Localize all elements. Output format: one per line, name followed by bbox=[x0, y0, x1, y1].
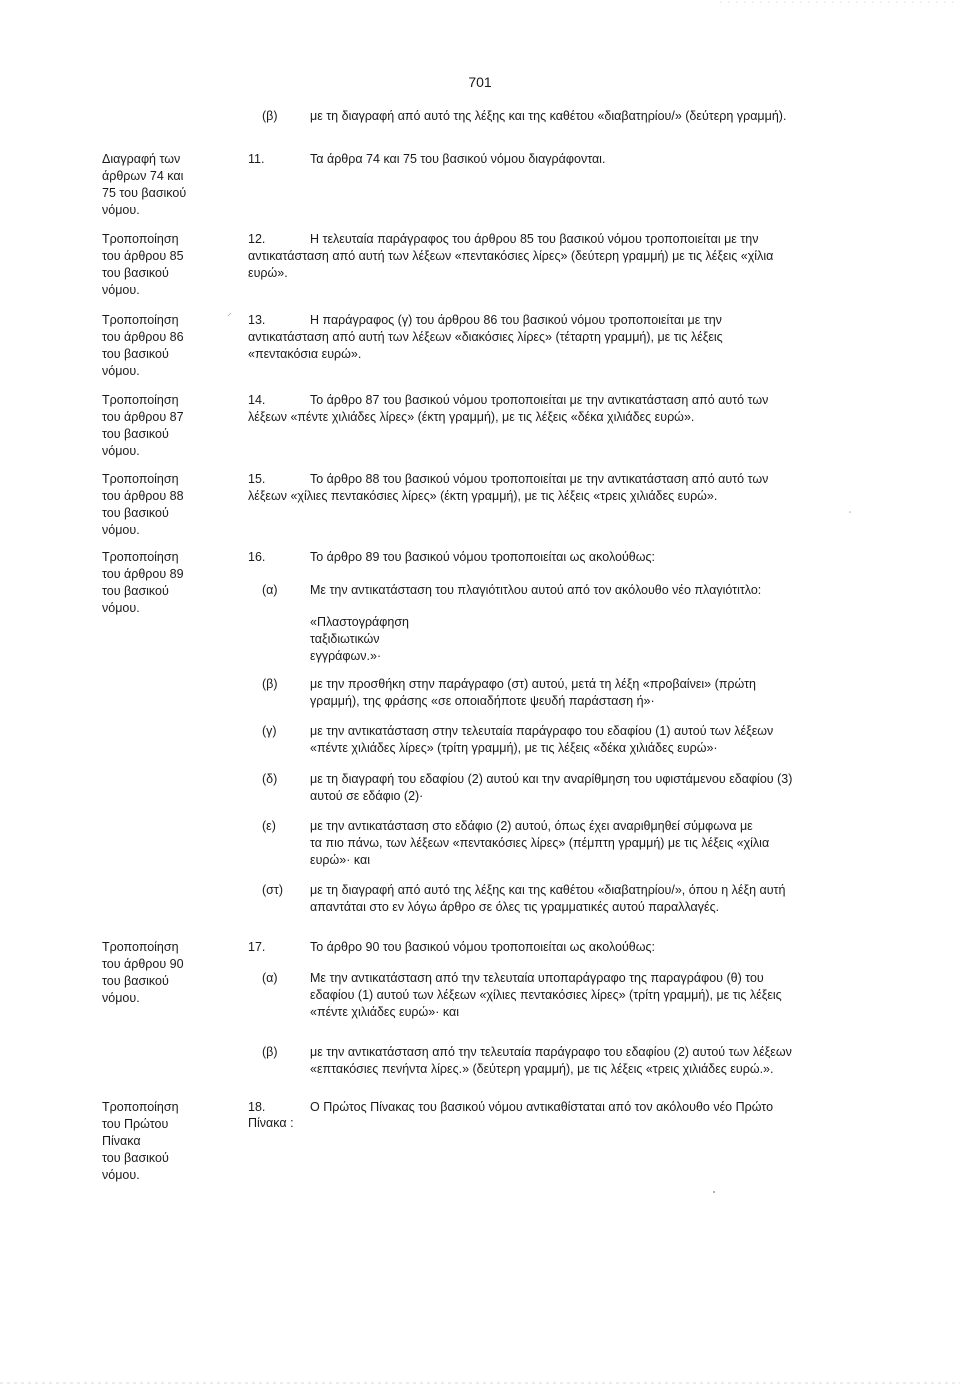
section-number: 15. bbox=[248, 472, 266, 486]
margin-note-article-85: Τροποποίηση του άρθρου 85 του βασικού νόμου. bbox=[102, 232, 184, 297]
item-text: με τη διαγραφή του εδαφίου (2) αυτού και την αναρίθμηση του υφιστάμενου εδαφίου (3) αυτού σε εδάφιο (2)· bbox=[310, 772, 793, 803]
section-text: Τα άρθρα 74 και 75 του βασικού νόμου διαγράφονται. bbox=[310, 152, 606, 166]
section-continuation: αντικατάσταση από αυτή των λέξεων «διακόσιες λίρες» (τέταρτη γραμμή), με τις λέξεις «πεντακόσια ευρώ». bbox=[248, 330, 723, 361]
section-first-line: Η παράγραφος (γ) του άρθρου 86 του βασικού νόμου τροποποιείται με την bbox=[310, 313, 722, 327]
section-continuation: αντικατάσταση από αυτή των λέξεων «πεντακόσιες λίρες» (δεύτερη γραμμή) με τις λέξεις «χίλια ευρώ». bbox=[248, 249, 774, 280]
item-text: με τη διαγραφή από αυτό της λέξης και της καθέτου «διαβατηρίου/» (δεύτερη γραμμή). bbox=[310, 109, 787, 123]
section-first-line: Το άρθρο 88 του βασικού νόμου τροποποιείται με την αντικατάσταση από αυτό των bbox=[310, 472, 769, 486]
section-number: 14. bbox=[248, 393, 266, 407]
item-label: (γ) bbox=[262, 724, 277, 738]
margin-note-article-90: Τροποποίηση του άρθρου 90 του βασικού νόμου. bbox=[102, 940, 184, 1005]
section-number: 17. bbox=[248, 940, 266, 954]
section-continuation: Πίνακα : bbox=[248, 1116, 294, 1130]
item-label: (β) bbox=[262, 677, 278, 691]
section-text: Το άρθρο 89 του βασικού νόμου τροποποιείται ως ακολούθως: bbox=[310, 550, 656, 564]
section-number: 18. bbox=[248, 1100, 266, 1114]
page-number: 701 bbox=[468, 74, 492, 90]
section-number: 13. bbox=[248, 313, 266, 327]
item-label: (στ) bbox=[262, 883, 283, 897]
item-label: (δ) bbox=[262, 772, 278, 786]
margin-note-article-87: Τροποποίηση του άρθρου 87 του βασικού νόμου. bbox=[102, 393, 184, 458]
new-marginal-title: «Πλαστογράφηση ταξιδιωτικών εγγράφων.»· bbox=[310, 615, 410, 663]
item-label: (α) bbox=[262, 971, 278, 985]
item-text: Με την αντικατάσταση του πλαγιότιτλου αυτού από τον ακόλουθο νέο πλαγιότιτλο: bbox=[310, 583, 762, 597]
item-label: (β) bbox=[262, 109, 278, 123]
margin-note-articles-74-75: Διαγραφή των άρθρων 74 και 75 του βασικού νόμου. bbox=[102, 152, 187, 217]
margin-note-first-table: Τροποποίηση του Πρώτου Πίνακα του βασικού νόμου. bbox=[102, 1100, 179, 1182]
item-label: (α) bbox=[262, 583, 278, 597]
item-text: με την αντικατάσταση στο εδάφιο (2) αυτού, όπως έχει αναριθμηθεί σύμφωνα με τα πιο πάνω, των λέξεων «πεντακόσιες λίρες» (πέμπτη γραμμή) με τις λέξεις «χίλια ευρώ»· και bbox=[310, 819, 770, 867]
item-label: (β) bbox=[262, 1045, 278, 1059]
section-number: 11. bbox=[248, 152, 265, 166]
margin-note-article-86: Τροποποίηση του άρθρου 86 του βασικού νόμου. bbox=[102, 313, 184, 378]
item-text: με τη διαγραφή από αυτό της λέξης και της καθέτου «διαβατηρίου/», όπου η λέξη αυτή απαντάται στο εν λόγω άρθρο σε όλες τις γραμματικές αυτού παραλλαγές. bbox=[310, 883, 786, 914]
item-text: Με την αντικατάσταση από την τελευταία υποπαράγραφο της παραγράφου (θ) του εδαφίου (1) αυτού των λέξεων «χίλιες πεντακόσιες λίρες» (τρίτη γραμμή), με τις λέξεις «πέντε χιλιάδες ευρώ»· και bbox=[310, 971, 782, 1019]
margin-note-article-88: Τροποποίηση του άρθρου 88 του βασικού νόμου. bbox=[102, 472, 184, 537]
section-text: Το άρθρο 90 του βασικού νόμου τροποποιείται ως ακολούθως: bbox=[310, 940, 656, 954]
section-number: 12. bbox=[248, 232, 266, 246]
item-text: με την αντικατάσταση στην τελευταία παράγραφο του εδαφίου (1) αυτού των λέξεων «πέντε χιλιάδες λίρες» (τρίτη γραμμή), με τις λέξεις «δέκα χιλιάδες ευρώ»· bbox=[310, 724, 774, 755]
section-continuation: λέξεων «χίλιες πεντακόσιες λίρες» (έκτη γραμμή), με τις λέξεις «τρεις χιλιάδες ευρώ». bbox=[248, 489, 718, 503]
section-first-line: Ο Πρώτος Πίνακας του βασικού νόμου αντικαθίσταται από τον ακόλουθο νέο Πρώτο bbox=[310, 1100, 774, 1114]
item-text: με την αντικατάσταση από την τελευταία παράγραφο του εδαφίου (2) αυτού των λέξεων «επτακόσιες πενήντα λίρες.» (δεύτερη γραμμή), με τις λέξεις «τρεις χιλιάδες ευρώ.». bbox=[310, 1045, 792, 1076]
item-label: (ε) bbox=[262, 819, 276, 833]
section-number: 16. bbox=[248, 550, 266, 564]
section-first-line: Το άρθρο 87 του βασικού νόμου τροποποιείται με την αντικατάσταση από αυτό των bbox=[310, 393, 769, 407]
margin-note-article-89: Τροποποίηση του άρθρου 89 του βασικού νόμου. bbox=[102, 550, 184, 615]
item-text: με την προσθήκη στην παράγραφο (στ) αυτού, μετά τη λέξη «προβαίνει» (πρώτη γραμμή), της φράσης «σε οποιαδήποτε ψευδή παράσταση ή»· bbox=[310, 677, 756, 708]
section-first-line: Η τελευταία παράγραφος του άρθρου 85 του βασικού νόμου τροποποιείται με την bbox=[310, 232, 759, 246]
section-continuation: λέξεων «πέντε χιλιάδες λίρες» (έκτη γραμμή), με τις λέξεις «δέκα χιλιάδες ευρώ». bbox=[248, 410, 695, 424]
